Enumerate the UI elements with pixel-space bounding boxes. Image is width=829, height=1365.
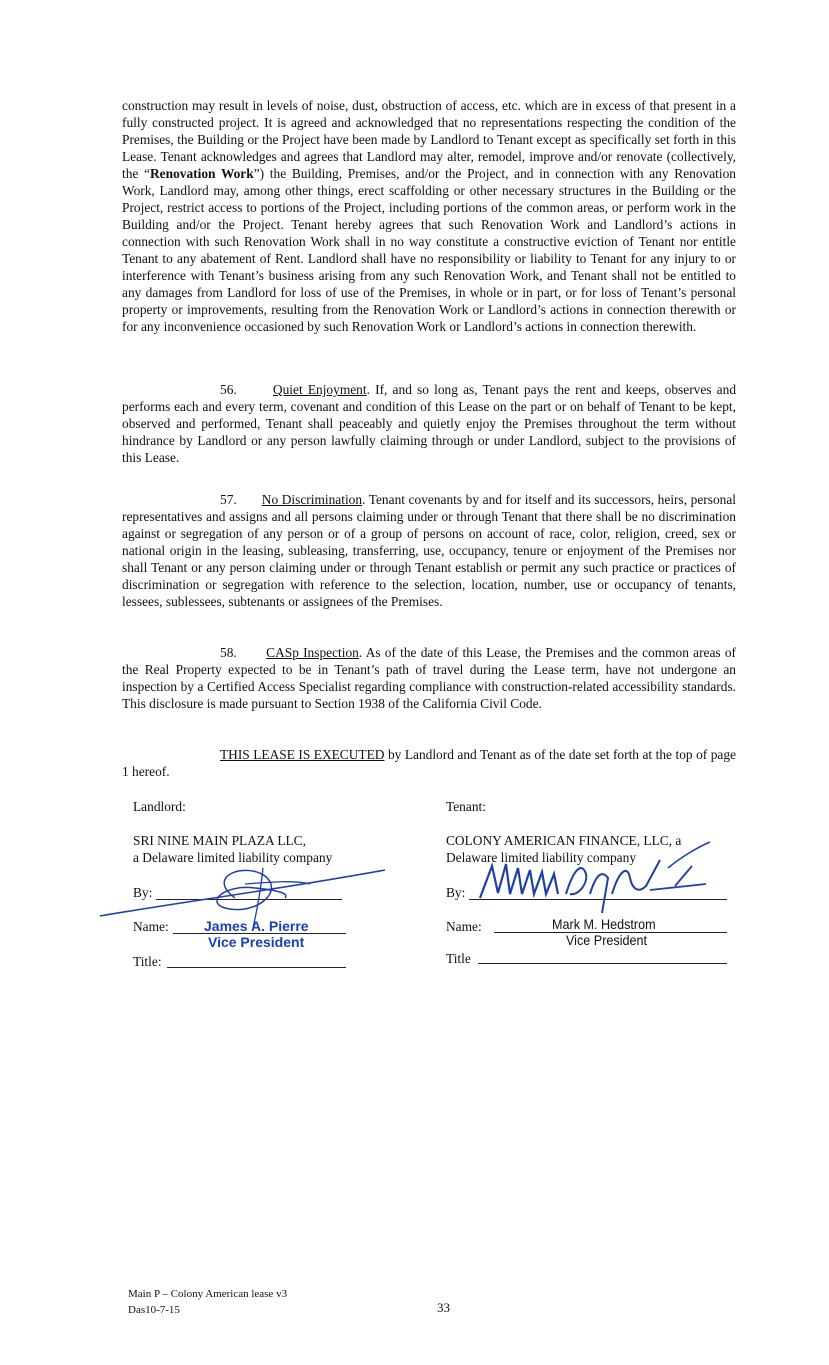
landlord-entity-desc: a Delaware limited liability company — [133, 850, 333, 865]
landlord-stamp-title: Vice President — [208, 934, 305, 950]
section-heading: CASp Inspection — [266, 645, 359, 660]
section-text: . As of the date of this Lease, the Premises and the common areas of the Real Property expected to be in Tenant’s path of travel during the Lease term, have not undergone an inspection by a Certified Access Specialist regarding compliance with construction-related accessibility standards. This disclosure is made pursuant to Section 1938 of the California Civil Code. — [122, 645, 736, 711]
section-number: 57. — [220, 492, 237, 507]
renovation-work-term: Renovation Work — [150, 166, 254, 181]
paragraph-text: ”) the Building, Premises, and/or the Project, and in connection with any Renovation Work, Landlord may, among other things, erect scaffolding or other necessary structures in the Building or the Project, restrict access to portions of the Project, including portions of the common areas, or perform work in the Building and/or the Project. Tenant hereby agrees that such Renovation Work and Landlord’s actions in connection with such Renovation Work shall in no way constitute a constructive eviction of Tenant nor entitle Tenant to any abatement of Rent. Landlord shall have no responsibility or liability to Tenant for any injury to or interference with Tenant’s business arising from any such Renovation Work, and Tenant shall not be entitled to any damages from Landlord for loss of use of the Premises, in whole or in part, or for loss of Tenant’s personal property or improvements, resulting from the Renovation Work or Landlord’s actions in connection therewith or for any inconvenience occasioned by such Renovation Work or Landlord’s actions in connection therewith. — [122, 166, 737, 334]
landlord-title-line — [167, 967, 346, 968]
renovation-paragraph — [122, 97, 736, 335]
page-number: 33 — [437, 1300, 450, 1315]
section-57 — [122, 491, 736, 610]
landlord-by-label: By: — [133, 885, 153, 900]
tenant-name-label: Name: — [446, 919, 482, 934]
landlord-signature — [95, 858, 395, 938]
tenant-entity: COLONY AMERICAN FINANCE, LLC, a — [446, 833, 682, 848]
execution-clause — [122, 746, 736, 780]
section-58 — [122, 644, 736, 712]
landlord-stamp-name: James A. Pierre — [204, 918, 309, 934]
section-number: 58. — [220, 645, 237, 660]
section-heading: Quiet Enjoyment — [272, 382, 367, 397]
section-text: . If, and so long as, Tenant pays the rent and keeps, observes and performs each and every term, covenant and condition of this Lease on the part or on behalf of Tenant to be kept, observed and performed, Tenant shall peaceably and quietly enjoy the Premises throughout the term without hindrance by Landlord or any person lawfully claiming through or under Landlord, subject to the provisions of this Lease. — [122, 382, 737, 465]
tenant-signature — [470, 838, 730, 918]
section-heading: No Discrimination — [261, 492, 363, 507]
tenant-title-label: Title — [446, 951, 471, 966]
landlord-title-label: Title: — [133, 954, 162, 969]
section-text: . Tenant covenants by and for itself and its successors, heirs, personal representatives and assigns and all persons claiming under or through Tenant that there shall be no discrimination against or segregation of any person or of a group of persons on account of race, color, religion, creed, sex or national origin in the leasing, subleasing, transferring, use, occupancy, tenure or enjoyment of the Premises nor shall Tenant or any person claiming under or through Tenant establish or permit any such practice or practices of discrimination or segregation with reference to the selection, location, number, use or occupancy of tenants, lessees, sublessees, subtenants or assignees of the Premises. — [122, 492, 736, 609]
execution-heading: THIS LEASE IS EXECUTED — [220, 747, 385, 762]
section-56 — [122, 381, 736, 466]
execution-text: by Landlord and Tenant as of the date set forth at the top of page 1 hereof. — [122, 747, 736, 779]
tenant-stamp-title: Vice President — [566, 932, 648, 948]
tenant-title-line — [478, 963, 727, 964]
tenant-label: Tenant: — [446, 799, 486, 814]
section-number: 56. — [220, 382, 237, 397]
tenant-entity-desc: Delaware limited liability company — [446, 850, 637, 865]
footer-doc-name: Main P – Colony American lease v3 — [128, 1288, 288, 1300]
paragraph-text: construction may result in levels of noise, dust, obstruction of access, etc. which are in excess of that present in a fully constructed project. It is agreed and acknowledged that no representations respecting the condition of the Premises, the Building or the Project have been made by Landlord to Tenant except as specifically set forth in this Lease. Tenant acknowledges and agrees that Landlord may alter, remodel, improve and/or renovate (collectively, the “ — [122, 98, 736, 181]
landlord-label: Landlord: — [133, 799, 186, 814]
footer-doc-date: Das10-7-15 — [128, 1304, 180, 1316]
landlord-entity: SRI NINE MAIN PLAZA LLC, — [133, 833, 306, 848]
tenant-stamp-name: Mark M. Hedstrom — [552, 916, 656, 932]
tenant-by-label: By: — [446, 885, 466, 900]
landlord-name-label: Name: — [133, 919, 169, 934]
